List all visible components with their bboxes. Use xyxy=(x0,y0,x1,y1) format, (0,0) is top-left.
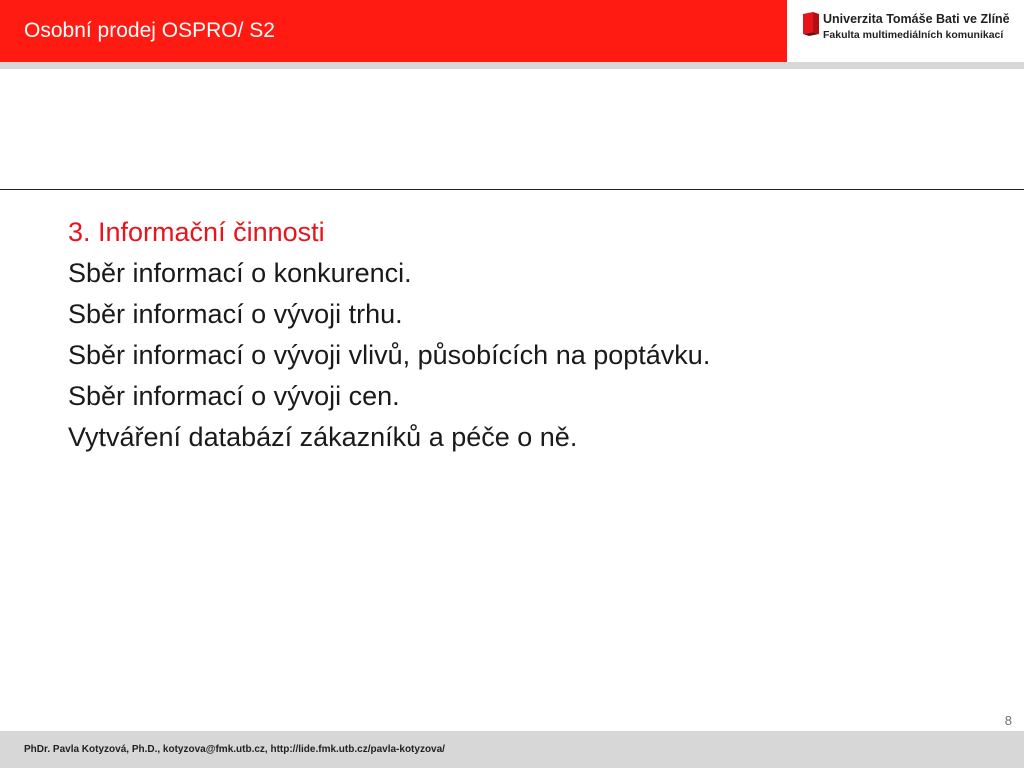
footer-bar xyxy=(0,731,1024,768)
slide-content xyxy=(68,212,968,458)
content-line: Sběr informací o vývoji vlivů, působících na poptávku. xyxy=(68,340,711,370)
content-line: Vytváření databází zákazníků a péče o ně. xyxy=(68,422,578,452)
title-divider xyxy=(0,189,1024,190)
page-number: 8 xyxy=(1004,713,1012,728)
header-bar xyxy=(0,0,787,62)
footer-author-info: PhDr. Pavla Kotyzová, Ph.D., kotyzova@fmk.utb.cz, http://lide.fmk.utb.cz/pavla-kotyzova/ xyxy=(24,744,445,755)
page-title: Osobní prodej OSPRO/ S2 xyxy=(24,19,275,42)
content-line: Sběr informací o vývoji trhu. xyxy=(68,299,403,329)
content-heading: 3. Informační činnosti xyxy=(68,217,325,247)
logo-university-name: Univerzita Tomáše Bati ve Zlíně xyxy=(823,12,1010,26)
content-line: Sběr informací o vývoji cen. xyxy=(68,381,400,411)
logo-faculty-name: Fakulta multimediálních komunikací xyxy=(823,29,1004,41)
university-logo xyxy=(787,0,1024,62)
book-logo-icon xyxy=(801,12,821,36)
content-line: Sběr informací o konkurenci. xyxy=(68,258,412,288)
header-stripe xyxy=(0,62,1024,69)
